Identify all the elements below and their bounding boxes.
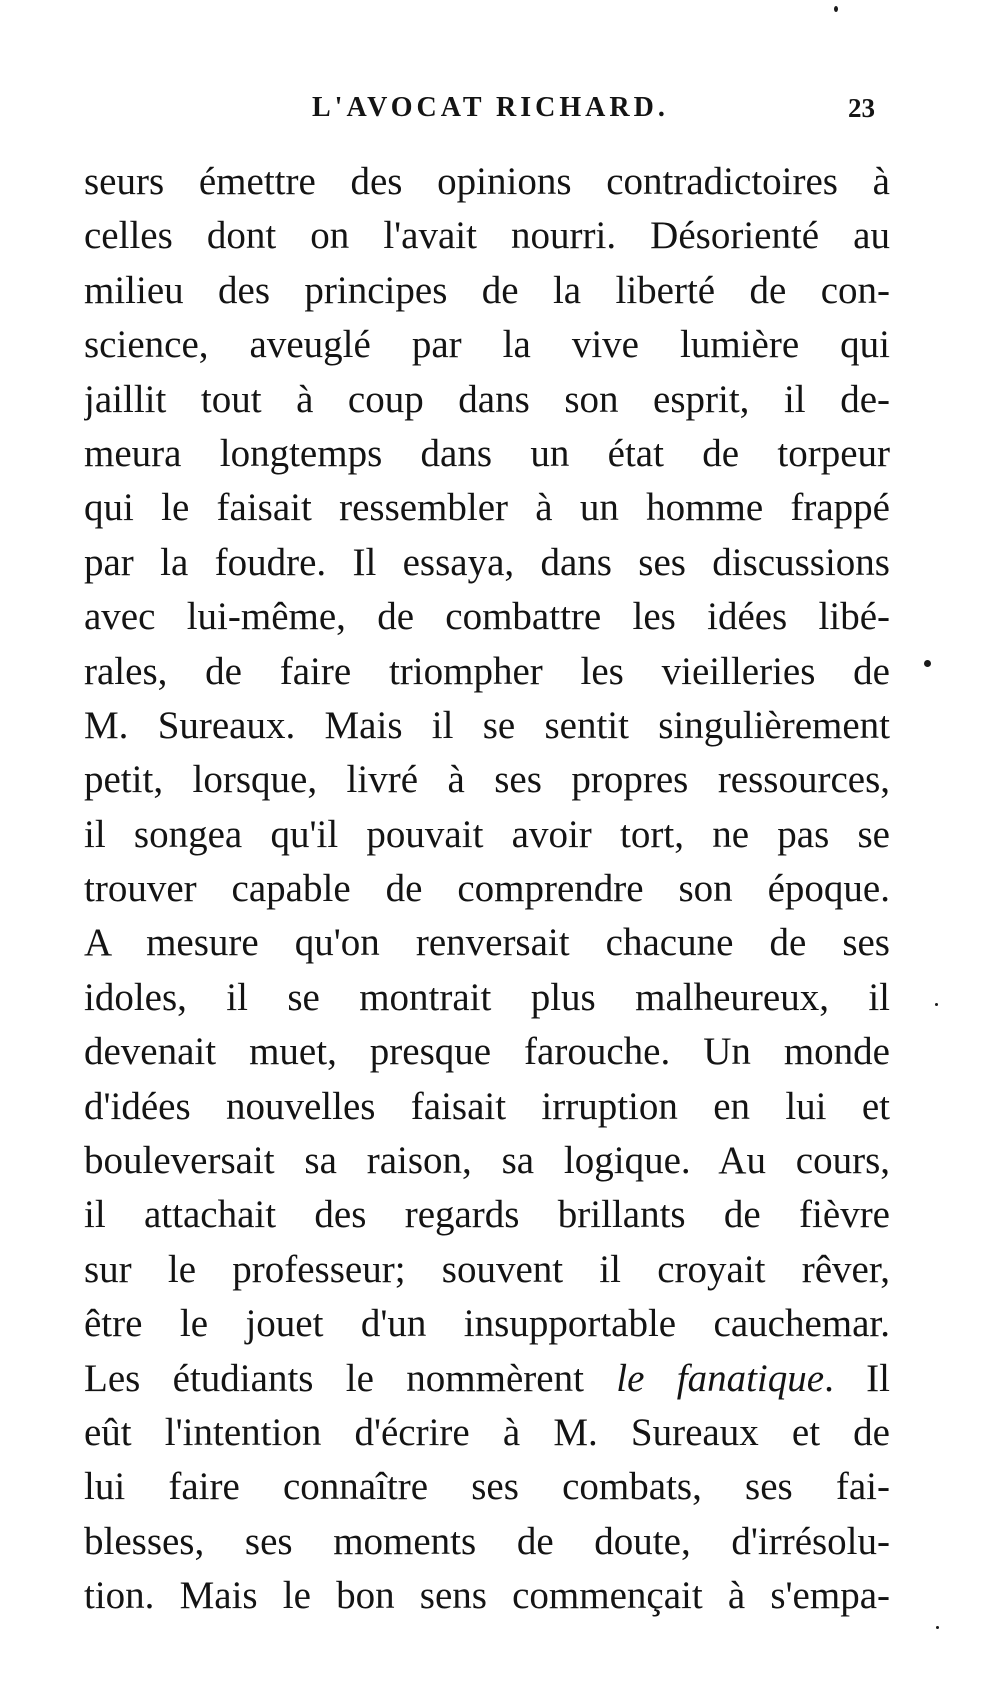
ink-speck — [935, 1003, 938, 1006]
text-line: avec lui-même, de combattre les idées libé- — [84, 595, 890, 639]
body-text — [84, 155, 890, 1624]
text-line: petit, lorsque, livré à ses propres ressources, — [84, 758, 890, 802]
text-line: être le jouet d'un insupportable cauchemar. — [84, 1302, 890, 1346]
running-title: L'AVOCAT RICHARD. — [312, 92, 669, 123]
text-line: idoles, il se montrait plus malheureux, il — [84, 975, 890, 1019]
text-line: d'idées nouvelles faisait irruption en lui et — [84, 1084, 890, 1128]
italic-phrase: le fanatique — [616, 1356, 825, 1400]
page-number: 23 — [848, 93, 875, 123]
text-line: il attachait des regards brillants de fièvre — [84, 1193, 890, 1237]
text-line: meura longtemps dans un état de torpeur — [84, 431, 890, 475]
margin-mark — [924, 660, 931, 667]
text-line: devenait muet, presque farouche. Un monde — [84, 1030, 890, 1074]
text-line — [84, 1352, 890, 1406]
ink-speck — [834, 6, 838, 12]
text-line: science, aveuglé par la vive lumière qui — [84, 323, 890, 367]
text-line: trouver capable de comprendre son époque. — [84, 867, 890, 911]
text-line: il songea qu'il pouvait avoir tort, ne pas se — [84, 812, 890, 856]
text-line: rales, de faire triompher les vieilleries de — [84, 649, 890, 693]
text-line: seurs émettre des opinions contradictoires à — [84, 160, 890, 203]
text-line: sur le professeur; souvent il croyait rêver, — [84, 1247, 890, 1291]
text-line: celles dont on l'avait nourri. Désorienté au — [84, 214, 890, 258]
text-line: lui faire connaître ses combats, ses fai- — [84, 1465, 890, 1509]
text-line: tion. Mais le bon sens commençait à s'empa- — [84, 1574, 890, 1618]
text-line: bouleversait sa raison, sa logique. Au cours, — [84, 1139, 890, 1183]
ink-speck — [936, 1626, 939, 1629]
text-line: milieu des principes de la liberté de con- — [84, 268, 890, 312]
text-line: jaillit tout à coup dans son esprit, il de- — [84, 377, 890, 421]
text-segment: . Il — [824, 1356, 890, 1400]
text-segment: Les étudiants le nommèrent — [84, 1356, 617, 1400]
text-line: qui le faisait ressembler à un homme frappé — [84, 486, 890, 530]
running-head — [0, 88, 1000, 128]
text-line: M. Sureaux. Mais il se sentit singulièrement — [84, 703, 890, 747]
text-line: A mesure qu'on renversait chacune de ses — [84, 921, 890, 965]
text-line: eût l'intention d'écrire à M. Sureaux et de — [84, 1410, 890, 1454]
text-line: par la foudre. Il essaya, dans ses discussions — [84, 540, 890, 584]
text-line: blesses, ses moments de doute, d'irrésolu- — [84, 1519, 890, 1563]
